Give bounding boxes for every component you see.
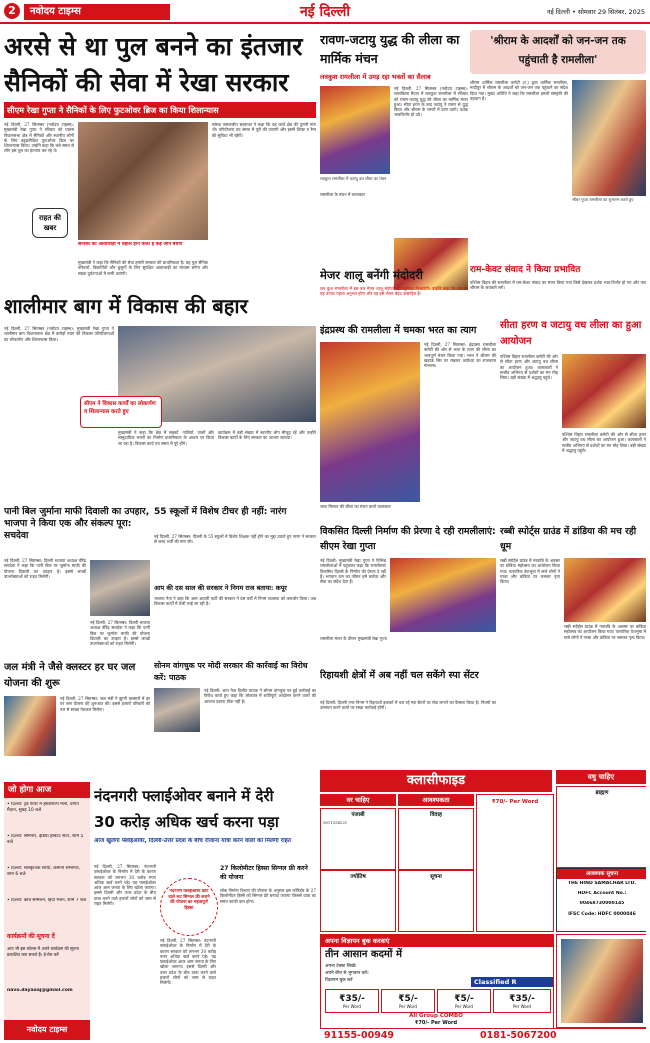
indraprastha-caption: भरत मिलाप की लीला का मंचन करते कलाकार	[320, 504, 391, 509]
ad-booking	[320, 934, 554, 1042]
pani-body-2: नई दिल्ली, 27 सितम्बर: दिल्ली भाजपा अध्यक्ष वीरेंद्र सचदेवा ने कहा कि पानी बिल पर जुर्माना माफी की योजना दिवाली का उपहार है। इससे लाखों उपभोक्ताओं को राहत मिलेगी।	[90, 620, 150, 647]
sonam-photo	[154, 688, 200, 732]
classifieds-sub6: आवश्यक सूचना	[557, 869, 646, 879]
aaj-item-1: • दिल्ली: ट्रेड फेयर में हस्तशिल्प मेला, प्रगति मैदान, सुबह 10 बजे	[7, 802, 79, 813]
sonam-body: नई दिल्ली: आप नेता दिलीप पाठक ने सोनम वांगचुक पर हुई कार्रवाई का विरोध करते हुए कहा कि लोकतंत्र में शांतिपूर्ण आंदोलन करने वालों की आवाज दबाना ठीक नहीं है।	[204, 688, 316, 704]
ad-booking-sub: तीन आसान कदमों में	[325, 949, 402, 960]
lead-headline-1: अरसे से था पुल बनने का इंतजार	[4, 32, 303, 61]
classifieds-sub2: विवाह	[430, 812, 442, 818]
sonam-headline: सोनम वांगचुक पर मोदी सरकार की कार्रवाई का विरोध करें: पाठक	[154, 661, 308, 682]
phone-2: 0181-5067200	[480, 1030, 557, 1041]
ad-booking-title: अपना विज्ञापन बुक करवाएं	[321, 935, 554, 947]
aaj-email[interactable]: navo.dayaaaj@gmail.com	[7, 988, 73, 993]
rihaishi-body: नई दिल्ली: दिल्ली नगर निगम ने रिहायशी इलाकों में चल रहे स्पा सेंटरों पर रोक लगाने का फैसला किया है। नियमों का उल्लंघन करने वालों पर सख्त कार्रवाई होगी।	[320, 700, 496, 711]
indraprastha-story	[320, 322, 496, 520]
schools-sub-body: भाजपा नेता ने कहा कि आम आदमी पार्टी की सरकार ने दस वर्षों में निगम व्यवस्था को कमजोर किया। अब विकास कार्यों में तेजी लाई जा रही है।	[154, 596, 316, 607]
classifieds-title: क्लासीफाइड	[320, 770, 552, 792]
price-box-2	[381, 989, 435, 1013]
date-line: नई दिल्ली • सोमवार 29 सितंबर, 2025	[546, 8, 645, 16]
price-4-unit: Per Word	[513, 1003, 531, 1009]
classifieds-ifsc: IFSC Code: HDFC 0000046	[568, 912, 636, 917]
classifieds-col1: वर चाहिए	[320, 794, 396, 806]
masthead	[0, 0, 650, 24]
lead-photo-caption: सैनिकों को आवाजाही में बहाल होने वाली है कई जानें बचेंगी	[78, 242, 183, 247]
aaj-footer-title: कार्यक्रमों की सूचना दें	[7, 933, 55, 940]
sita-story	[500, 318, 646, 518]
vikasit-caption: रामलीला मंचन के दौरान मुख्यमंत्री रेखा गुप्ता	[320, 636, 387, 641]
shalimar-body-2: मुख्यमंत्री ने कहा कि क्षेत्र में सड़कों, नालियों, पार्कों और सामुदायिक भवनों का निर्माण प्राथमिकता के आधार पर किया जा रहा है। विकास कार्य तय समय में पूरे होंगे।	[118, 430, 214, 446]
nandnagri-callout	[160, 878, 218, 936]
classifieds-box-7	[556, 868, 646, 932]
major-story	[320, 266, 468, 320]
shalimar-quote-box	[80, 396, 162, 428]
schools-headline: 55 स्कूलों में विशेष टीचर ही नहीं: नारंग	[154, 507, 287, 517]
price-2: ₹5/-	[398, 993, 418, 1004]
shriram-sub-headline: राम-केवट संवाद ने किया प्रभावित	[470, 265, 581, 275]
nandnagri-body-2: नई दिल्ली, 27 सितम्बर: नंदनगरी फ्लाईओवर के निर्माण में देरी के कारण सरकार को लगभग 30 करोड़ रुपए अधिक खर्च करने पड़े। यह फ्लाईओवर आज आम जनता के लिए खोला जाएगा। इससे दिल्ली और उत्तर प्रदेश के बीच यात्रा करने वाले हजारों लोगों को जाम से राहत मिलेगी।	[160, 938, 216, 986]
schools-story	[154, 506, 316, 656]
indraprastha-headline: इंद्रप्रस्थ की रामलीला में चमका भरत का त्याग	[320, 325, 477, 336]
lead-story	[4, 30, 316, 285]
nandnagri-subhead: आज खुलेगा फ्लाईओवर, दिल्ली-उत्तर प्रदेश के बीच रोजाना यात्रा करने वालों को मिलेगी राहत	[94, 838, 291, 844]
shriram-story	[470, 30, 646, 315]
classifieds-box-2	[398, 808, 474, 870]
phone-strip	[320, 1028, 646, 1042]
schools-sub-headline: आप की दस साल की सरकार ने निगम राज बताया: कपूर	[154, 584, 287, 592]
lead-body-1: नई दिल्ली, 27 सितम्बर (नवोदय टाइम्स): मुख्यमंत्री रेखा गुप्ता ने रविवार को पालम विधानसभा क्षेत्र में सैनिकों और स्थानीय लोगों के लिए बहुप्रतीक्षित फुटओवर ब्रिज का शिलान्यास किया। उन्होंने कहा कि लंबे समय से लोग इस पुल का इंतजार कर रहे थे।	[4, 122, 74, 154]
edition-label: नई दिल्ली	[299, 4, 350, 20]
major-body: लव कुश रामलीला में इस बार मेजर शालू मंदोदरी की भूमिका निभाएंगी। उन्होंने कहा कि मंच पर यह उनका पहला अनुभव होगा और वह इसे लेकर बेहद उत्साहित हैं।	[320, 286, 468, 297]
shalimar-headline: शालीमार बाग में विकास की बहार	[4, 294, 248, 318]
pani-photo	[90, 560, 150, 616]
ramleela-photo-1	[320, 86, 390, 174]
rabbi-body: रब्बी स्पोर्ट्स ग्राउंड में नवरात्रि के अवसर पर डांडिया महोत्सव का आयोजन किया गया। पारंपरिक वेशभूषा में सजे लोगों ने गरबा और डांडिया पर जमकर नृत्य किया।	[500, 558, 560, 585]
lead-headline-2: सैनिकों की सेवा में रेखा सरकार	[4, 68, 289, 97]
sita-photo	[562, 354, 646, 428]
shalimar-story	[4, 292, 316, 500]
price-1-unit: Per Word	[343, 1003, 361, 1009]
nandnagri-body: नई दिल्ली, 27 सितम्बर: नंदनगरी फ्लाईओवर के निर्माण में देरी के कारण सरकार को लगभग 30 करोड़ रुपए अधिक खर्च करने पड़े। यह फ्लाईओवर आज आम जनता के लिए खोला जाएगा। इससे दिल्ली और उत्तर प्रदेश के बीच यात्रा करने वाले हजारों लोगों को जाम से राहत मिलेगी।	[94, 864, 156, 907]
nandnagri-side-body: लोक निर्माण विभाग की योजना के अनुसार इस कॉरिडोर के 27 किलोमीटर हिस्से को सिग्नल फ्री बनाया जाएगा जिससे यात्रा का समय काफी कम होगा।	[220, 888, 316, 904]
classifieds-bank: HDFC Account No.:	[577, 891, 627, 896]
lead-badge: राहत की खबर	[32, 208, 68, 238]
classifieds-box-1	[320, 808, 396, 870]
ad-booking-step1: अपना टेक्स्ट लिखें।	[325, 964, 357, 969]
rabbi-body-2: रब्बी स्पोर्ट्स ग्राउंड में नवरात्रि के अवसर पर डांडिया महोत्सव का आयोजन किया गया। पारंपरिक वेशभूषा में सजे लोगों ने गरबा और डांडिया पर जमकर नृत्य किया।	[564, 624, 646, 640]
right-ad-image	[561, 939, 643, 1023]
ad-booking-step2: अपने बीच से भुगतान करें।	[325, 971, 369, 976]
indraprastha-body: नई दिल्ली, 27 सितम्बर: इंद्रप्रस्थ रामलीला कमेटी की ओर से भरत के त्याग की लीला का भावपूर्ण मंचन किया गया। भरत ने श्रीराम की खड़ाऊं सिर पर रखकर अयोध्या का राजकाज संभाला।	[424, 342, 496, 369]
aaj-item-4: • दिल्ली: कवि सम्मेलन, हिंदी भवन, शाम 7 बजे	[7, 898, 86, 903]
jal-photo	[4, 696, 56, 756]
price-1: ₹35/-	[339, 993, 365, 1004]
aaj-footer-body: आप भी इस कॉलम में अपने कार्यक्रम की सूचना प्रकाशित करा सकते हैं। ई-मेल करें	[7, 946, 79, 957]
rabbi-headline: रब्बी स्पोर्ट्स ग्राउंड में डांडिया की मच रही धूम	[500, 526, 637, 552]
classifieds-box-5	[476, 794, 554, 932]
ramleela-caption-2: रामलीला के मंचन में कलाकार	[320, 192, 365, 197]
shriram-photo	[572, 80, 646, 196]
combo-price: ₹70/- Per Word	[414, 1020, 458, 1026]
ramleela-story	[320, 30, 468, 290]
lead-body-3: सांसद कमलजीत सहरावत ने कहा कि यह कार्य क्षेत्र की पुरानी मांग थी। परियोजना तय समय में पूरी की जाएगी और इसमें लिफ्ट व रैम्प की सुविधा भी रहेगी।	[212, 122, 316, 138]
classifieds-right-ad	[556, 934, 646, 1028]
price-3: ₹5/-	[454, 993, 474, 1004]
classifieds	[320, 770, 646, 1042]
lead-body-2: मुख्यमंत्री ने कहा कि सैनिकों की सेवा हमारी सरकार की प्राथमिकता है। यह पुल सैनिक परिवारों, विद्यार्थियों और बुजुर्गों के लिए सुरक्षित आवाजाही का माध्यम बनेगा और सड़क दुर्घटनाओं में कमी आएगी।	[78, 260, 208, 276]
ramleela-subhead: लवकुश रामलीला में उमड़ रहा भक्तों का सैलाब	[320, 73, 431, 81]
price-box-3	[437, 989, 491, 1013]
shalimar-body-3: कार्यक्रम में बड़ी संख्या में स्थानीय लोग मौजूद रहे और उन्होंने विकास कार्यों के लिए सरकार का आभार जताया।	[218, 430, 316, 441]
nandnagri-headline-2: 30 करोड़ अधिक खर्च करना पड़ा	[94, 813, 279, 831]
classifieds-col3: वधु चाहिए	[556, 770, 646, 784]
vikasit-photo	[390, 558, 496, 632]
nandnagri-story	[94, 782, 316, 1040]
aaj-item-3: • दिल्ली: सांस्कृतिक संध्या, कमानी सभागार, शाम 6 बजे	[7, 866, 80, 877]
lead-photo	[78, 122, 208, 240]
vikasit-body: नई दिल्ली: मुख्यमंत्री रेखा गुप्ता ने विभिन्न रामलीलाओं में पहुंचकर कहा कि रामलीलाएं विकसित दिल्ली के निर्माण की प्रेरणा दे रही हैं। भगवान राम का जीवन हमें कर्तव्य और सेवा का संदेश देता है।	[320, 558, 386, 585]
price-2-unit: Per Word	[399, 1003, 417, 1009]
classifieds-account: 00468730000145	[579, 901, 625, 906]
classifieds-box-6	[556, 786, 646, 868]
ramleela-body: नई दिल्ली, 27 सितम्बर (नवोदय टाइम्स): लालकिला मैदान में लवकुश रामलीला में रविवार को रावण-जटायु युद्ध की लीला का मार्मिक मंचन हुआ। सीता हरण के बाद जटायु ने रावण से युद्ध किया और श्रीराम के चरणों में प्राण त्यागे। दर्शक भावविभोर हो उठे।	[394, 86, 468, 118]
classifieds-sub1: पंजाबी	[351, 812, 365, 818]
classifieds-box-3	[320, 870, 396, 932]
paper-name: नवोदय टाइम्स	[24, 4, 170, 20]
nandnagri-callout-text: नंदनगरी फ्लाईओवर कोर्ट वाले रूट सिग्नल फ्री बनाने की योजना का महत्वपूर्ण हिस्सा	[168, 889, 210, 911]
pani-body: नई दिल्ली, 27 सितम्बर: दिल्ली भाजपा अध्यक्ष वीरेंद्र सचदेवा ने कहा कि पानी बिल पर जुर्माना माफी की योजना दिवाली का उपहार है। इससे लाखों उपभोक्ताओं को राहत मिलेगी।	[4, 558, 86, 579]
classifieds-company: THE HIND SAMACHAR LTD.	[567, 881, 637, 886]
phone-1: 91155-00949	[324, 1030, 395, 1041]
vikasit-headline: विकसित दिल्ली निर्माण की प्रेरणा दे रही रामलीलाएं: सीएम रेखा गुप्ता	[320, 526, 496, 552]
aaj-brand: नवोदय टाइम्स	[4, 1020, 90, 1040]
sita-body-2: पश्चिम विहार रामलीला कमेटी की ओर से सीता हरण और जटायु वध लीला का आयोजन हुआ। कलाकारों ने सजीव अभिनय से दर्शकों का मन मोह लिया। बड़ी संख्या में श्रद्धालु पहुंचे।	[562, 432, 646, 453]
price-4: ₹35/-	[509, 993, 535, 1004]
jal-body: नई दिल्ली, 27 सितम्बर: जल मंत्री ने झुग्गी क्लस्टरों में हर घर जल योजना की शुरुआत की। इससे हजारों परिवारों को नल से स्वच्छ पेयजल मिलेगा।	[60, 696, 150, 712]
shriram-caption: श्रीधर गुप्ता रामलीला का शुभारंभ करते हुए	[572, 197, 634, 202]
vikasit-story	[320, 524, 496, 664]
shriram-sub-body: पश्चिम विहार की रामलीला में राम-केवट संवाद का मंचन किया गया जिसे देखकर दर्शक भाव-विभोर हो गए और जय श्रीराम के जयकारे लगे।	[470, 280, 646, 291]
page-number: 2	[4, 3, 20, 19]
price-box-1	[325, 989, 379, 1013]
rihaishi-headline: रिहायशी क्षेत्रों में अब नहीं चल सकेंगे स्पा सेंटर	[320, 670, 479, 681]
price-box-4	[493, 989, 551, 1013]
shriram-body: श्रीराम धार्मिक रामलीला कमेटी (र.) द्वारा धार्मिक रामलीला, मादीपुर में श्रीराम के आदर्शों को जन-जन तक पहुंचाने का संदेश दिया गया। मुख्य अतिथि ने कहा कि रामलीला हमारी संस्कृति की पहचान है।	[470, 80, 568, 101]
classifieds-sub5: सूचना	[430, 874, 442, 880]
indraprastha-photo	[320, 342, 420, 502]
jal-story	[4, 660, 150, 778]
nandnagri-side-headline: 27 किलोमीटर हिस्सा सिग्नल फ्री करने की योजना	[220, 865, 308, 881]
classifieds-col2: आवश्यकता	[398, 794, 474, 806]
aaj-item-2: • दिल्ली: सेमिनार, इंडिया हैबिटैट सेंटर, शाम 5 बजे	[7, 834, 84, 845]
ramleela-caption-1: लवकुश रामलीला में जटायु वध लीला का मंचन	[320, 176, 387, 181]
aaj-title: जो होगा आज	[4, 782, 90, 798]
classifieds-box-4	[398, 870, 474, 932]
shalimar-body-1: नई दिल्ली, 27 सितम्बर (नवोदय टाइम्स): मुख्यमंत्री रेखा गुप्ता ने शालीमार बाग विधानसभा क्षेत्र में करोड़ों रुपए की विकास परियोजनाओं का लोकार्पण और शिलान्यास किया।	[4, 326, 114, 342]
classified-r: Classified R	[471, 977, 554, 987]
shalimar-quote: सीएम ने विकास कार्यों का लोकार्पण व शिलान्यास करते हुए	[84, 401, 156, 415]
nandnagri-headline-1: नंदनगरी फ्लाईओवर बनाने में देरी	[94, 787, 274, 805]
pani-headline: पानी बिल जुर्माना माफी दिवाली का उपहार, भाजपा ने किया एक और संकल्प पूरा: सचदेवा	[4, 506, 150, 541]
classifieds-sub3: ब्राह्मण	[595, 790, 609, 796]
sonam-story	[154, 660, 316, 778]
combo-label: All Group COMBO	[409, 1013, 463, 1019]
aaj-box	[4, 782, 90, 1040]
sita-body: पश्चिम विहार रामलीला कमेटी की ओर से सीता हरण और जटायु वध लीला का आयोजन हुआ। कलाकारों ने सजीव अभिनय से दर्शकों का मन मोह लिया। बड़ी संख्या में श्रद्धालु पहुंचे।	[500, 354, 558, 381]
rihaishi-story	[320, 668, 496, 776]
lead-subhead: सीएम रेखा गुप्ता ने सैनिकों के लिए फुटओवर ब्रिज का किया शिलान्यास	[4, 102, 316, 118]
jal-headline: जल मंत्री ने जैसे क्लस्टर हर घर जल योजना की शुरू	[4, 662, 136, 689]
major-headline: मेजर शालू बनेंगी मंदोदरी	[320, 268, 423, 282]
shriram-headline: 'श्रीराम के आदर्शों को जन-जन तक पहुंचाती है रामलीला'	[490, 35, 626, 66]
classifieds-sub1-body: 9811554521	[323, 820, 348, 825]
rabbi-photo	[564, 558, 646, 622]
pani-story	[4, 506, 150, 656]
classifieds-ad-price: ₹70/- Per Word	[491, 799, 539, 805]
rabbi-story	[500, 524, 646, 664]
sita-headline: सीता हरण व जटायु वध लीला का हुआ आयोजन	[500, 320, 642, 347]
ad-booking-step3: विज्ञापन बुक करें	[325, 978, 353, 983]
shriram-headline-box	[470, 30, 646, 74]
schools-body: नई दिल्ली, 27 सितम्बर: दिल्ली के 55 स्कूलों में विशेष शिक्षक नहीं होने का मुद्दा उठाते हुए नारंग ने सरकार से जल्द भर्ती की मांग की।	[154, 534, 316, 545]
classifieds-sub4: ज्योतिष	[350, 874, 366, 880]
price-3-unit: Per Word	[455, 1003, 473, 1009]
ramleela-headline: रावण-जटायु युद्ध की लीला का मार्मिक मंचन	[320, 32, 460, 66]
